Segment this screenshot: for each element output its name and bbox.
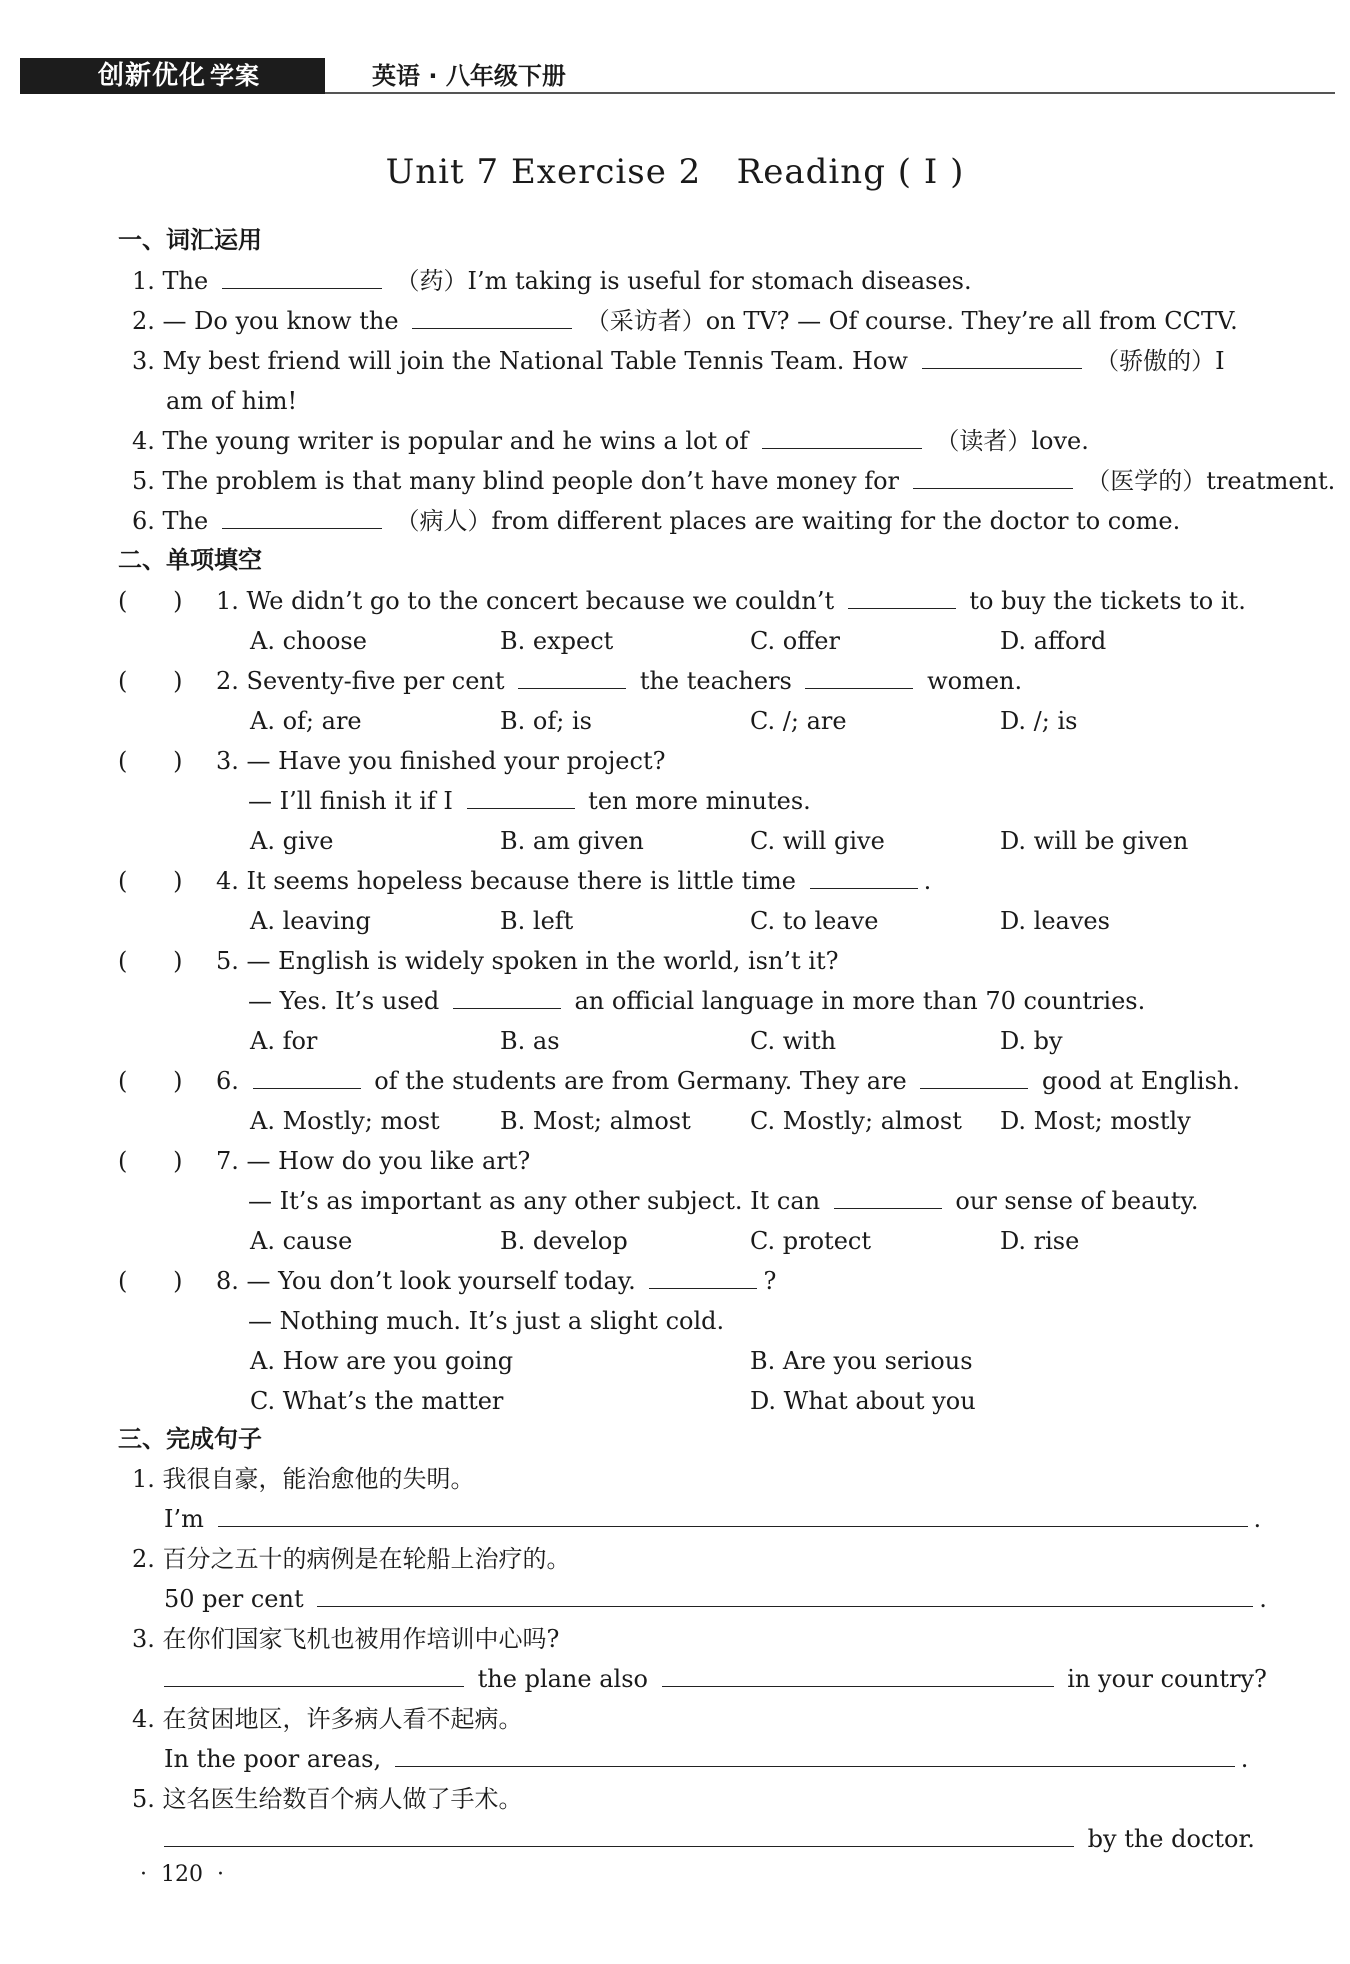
question-number: 1. [216, 587, 239, 615]
option-a: A. Mostly; most [250, 1107, 440, 1135]
item-number: 3. [132, 347, 155, 375]
answer-blank[interactable] [922, 344, 1082, 369]
option-b: B. of; is [500, 707, 592, 735]
answer-blank [253, 1064, 361, 1089]
option-a: A. How are you going [250, 1347, 514, 1375]
option-d: D. will be given [1000, 827, 1189, 855]
sentence-answer-line [164, 1822, 1255, 1856]
answer-blank [467, 784, 575, 809]
vocab-item [132, 504, 1180, 538]
question-stem [216, 1064, 1240, 1098]
item-text: — Do you know the [162, 307, 399, 335]
vocab-item [132, 304, 1238, 338]
option-d: D. leaves [1000, 907, 1110, 935]
question-stem [216, 744, 665, 778]
stem-text: of the students are from Germany. They are [374, 1067, 907, 1095]
answer-blank [805, 664, 913, 689]
sentence-answer-line [164, 1662, 1267, 1696]
stem-text: . [923, 867, 932, 895]
item-text: （读者）love. [935, 427, 1089, 455]
item-text: My best friend will join the National Table Tennis Team. How [162, 347, 908, 375]
stem-text: — I’ll finish it if I [248, 787, 453, 815]
item-text: （医学的）treatment. [1086, 467, 1336, 495]
question-number: 8. [216, 1267, 239, 1295]
stem-text: — How do you like art? [246, 1147, 531, 1175]
sentence-answer-line [164, 1742, 1248, 1776]
stem-text: — You don’t look yourself today. [246, 1267, 636, 1295]
vocab-item [132, 424, 1089, 458]
section-heading-complete: 三、完成句子 [118, 1425, 262, 1453]
stem-text: to buy the tickets to it. [969, 587, 1246, 615]
brand-sub: 学案 [210, 62, 261, 90]
question-stem [216, 864, 931, 898]
answer-suffix: . [1259, 1585, 1267, 1613]
sentence-answer-line [164, 1502, 1261, 1536]
answer-blank[interactable] [218, 1502, 1248, 1527]
option-b: B. expect [500, 627, 614, 655]
chinese-sentence: 在你们国家飞机也被用作培训中心吗? [162, 1625, 560, 1653]
stem-text: — Yes. It’s used [248, 987, 440, 1015]
answer-blank [834, 1184, 942, 1209]
item-number: 4. [132, 1705, 155, 1733]
option-b: B. am given [500, 827, 644, 855]
option-b: B. develop [500, 1227, 628, 1255]
item-number: 6. [132, 507, 155, 535]
option-b: B. Most; almost [500, 1107, 691, 1135]
answer-suffix: in your country? [1067, 1665, 1267, 1693]
answer-suffix: . [1240, 1745, 1249, 1773]
question-stem [216, 944, 839, 978]
item-text: （骄傲的）I [1095, 347, 1225, 375]
answer-bracket[interactable]: ( ) [118, 747, 183, 775]
page-number: · 120 · [140, 1862, 224, 1887]
stem-text: our sense of beauty. [955, 1187, 1199, 1215]
option-a: A. for [250, 1027, 318, 1055]
item-text: （药）I’m taking is useful for stomach diseases. [395, 267, 972, 295]
question-stem [216, 664, 1022, 698]
option-c: C. offer [750, 627, 840, 655]
question-stem-line2: — Nothing much. It’s just a slight cold. [248, 1307, 725, 1335]
item-text: The problem is that many blind people don’t have money for [162, 467, 900, 495]
item-text: The [162, 507, 209, 535]
item-number: 1. [132, 267, 155, 295]
sentence-prompt [132, 1622, 559, 1656]
item-text: The young writer is popular and he wins a lot of [162, 427, 749, 455]
sentence-prompt [132, 1462, 475, 1496]
answer-prefix: I’m [164, 1505, 204, 1533]
option-d: D. by [1000, 1027, 1063, 1055]
item-text: The [162, 267, 209, 295]
vocab-item [132, 464, 1335, 498]
stem-text: ? [763, 1267, 777, 1295]
stem-text: — It’s as important as any other subject. It can [248, 1187, 821, 1215]
answer-blank [649, 1264, 757, 1289]
answer-blank [920, 1064, 1028, 1089]
answer-blank[interactable] [164, 1662, 464, 1687]
chinese-sentence: 在贫困地区，许多病人看不起病。 [162, 1705, 523, 1733]
sentence-answer-line [164, 1582, 1267, 1616]
option-c: C. What’s the matter [250, 1387, 504, 1415]
option-c: C. /; are [750, 707, 847, 735]
answer-blank[interactable] [222, 504, 382, 529]
question-number: 2. [216, 667, 239, 695]
option-c: C. Mostly; almost [750, 1107, 962, 1135]
stem-text: It seems hopeless because there is little time [246, 867, 796, 895]
option-d: D. afford [1000, 627, 1107, 655]
item-text: （采访者）on TV? — Of course. They’re all from CCTV. [585, 307, 1238, 335]
answer-blank[interactable] [164, 1822, 1074, 1847]
question-stem-line2 [248, 784, 811, 818]
chinese-sentence: 这名医生给数百个病人做了手术。 [162, 1785, 523, 1813]
sentence-prompt [132, 1542, 571, 1576]
option-b: B. Are you serious [750, 1347, 973, 1375]
question-number: 7. [216, 1147, 239, 1175]
stem-text: — English is widely spoken in the world, isn’t it? [246, 947, 839, 975]
section-heading-vocab: 一、词汇运用 [118, 226, 262, 254]
answer-blank [848, 584, 956, 609]
stem-text: ten more minutes. [588, 787, 811, 815]
option-d: D. /; is [1000, 707, 1078, 735]
answer-blank [810, 864, 918, 889]
page-title: Unit 7 Exercise 2 Reading ( Ⅰ ) [385, 152, 965, 192]
header-rule [325, 92, 1335, 94]
stem-text: the teachers [639, 667, 792, 695]
question-stem [216, 1264, 776, 1298]
question-stem-line2 [248, 984, 1145, 1018]
option-c: C. to leave [750, 907, 879, 935]
answer-blank[interactable] [662, 1662, 1054, 1687]
answer-suffix: . [1253, 1505, 1262, 1533]
answer-blank[interactable] [913, 464, 1073, 489]
stem-text: We didn’t go to the concert because we couldn’t [246, 587, 835, 615]
vocab-item [132, 344, 1225, 378]
answer-blank[interactable] [317, 1582, 1253, 1607]
sentence-prompt [132, 1782, 523, 1816]
answer-bracket[interactable]: ( ) [118, 1067, 183, 1095]
option-b: B. as [500, 1027, 560, 1055]
option-d: D. What about you [750, 1387, 976, 1415]
option-c: C. will give [750, 827, 885, 855]
question-number: 6. [216, 1067, 239, 1095]
answer-blank [453, 984, 561, 1009]
answer-bracket[interactable]: ( ) [118, 867, 183, 895]
answer-bracket[interactable]: ( ) [118, 587, 183, 615]
chinese-sentence: 我很自豪，能治愈他的失明。 [162, 1465, 475, 1493]
option-c: C. protect [750, 1227, 871, 1255]
sentence-prompt [132, 1702, 523, 1736]
option-b: B. left [500, 907, 574, 935]
option-a: A. choose [250, 627, 367, 655]
answer-blank[interactable] [222, 264, 382, 289]
option-d: D. Most; mostly [1000, 1107, 1191, 1135]
answer-suffix: by the doctor. [1087, 1825, 1255, 1853]
answer-bracket[interactable]: ( ) [118, 667, 183, 695]
stem-text: good at English. [1042, 1067, 1240, 1095]
item-number: 1. [132, 1465, 155, 1493]
option-d: D. rise [1000, 1227, 1080, 1255]
section-heading-choice: 二、单项填空 [118, 546, 262, 574]
answer-blank[interactable] [762, 424, 922, 449]
question-stem-line2 [248, 1184, 1199, 1218]
item-number: 4. [132, 427, 155, 455]
item-number: 3. [132, 1625, 155, 1653]
stem-text: Seventy-five per cent [246, 667, 505, 695]
answer-prefix: 50 per cent [164, 1585, 304, 1613]
answer-blank[interactable] [412, 304, 572, 329]
option-a: A. leaving [250, 907, 371, 935]
question-number: 5. [216, 947, 239, 975]
question-number: 3. [216, 747, 239, 775]
item-number: 2. [132, 1545, 155, 1573]
item-number: 2. [132, 307, 155, 335]
answer-prefix: In the poor areas, [164, 1745, 382, 1773]
brand-banner [20, 58, 325, 94]
stem-text: women. [927, 667, 1023, 695]
answer-bracket[interactable]: ( ) [118, 1147, 183, 1175]
option-a: A. give [250, 827, 334, 855]
option-c: C. with [750, 1027, 837, 1055]
question-stem [216, 1144, 530, 1178]
item-number: 5. [132, 1785, 155, 1813]
option-a: A. cause [250, 1227, 353, 1255]
answer-blank[interactable] [395, 1742, 1235, 1767]
brand-name: 创新优化 [98, 61, 207, 91]
answer-bracket[interactable]: ( ) [118, 947, 183, 975]
answer-middle: the plane also [477, 1665, 648, 1693]
page-header [20, 58, 1335, 98]
vocab-item [132, 264, 972, 298]
item-text: （病人）from different places are waiting for the doctor to come. [395, 507, 1181, 535]
subject-label: 英语 · 八年级下册 [372, 62, 566, 90]
question-number: 4. [216, 867, 239, 895]
vocab-item-continuation: am of him! [166, 387, 298, 415]
answer-bracket[interactable]: ( ) [118, 1267, 183, 1295]
stem-text: an official language in more than 70 countries. [574, 987, 1146, 1015]
question-stem [216, 584, 1246, 618]
chinese-sentence: 百分之五十的病例是在轮船上治疗的。 [162, 1545, 571, 1573]
item-number: 5. [132, 467, 155, 495]
answer-blank [518, 664, 626, 689]
option-a: A. of; are [250, 707, 362, 735]
stem-text: — Have you finished your project? [246, 747, 666, 775]
